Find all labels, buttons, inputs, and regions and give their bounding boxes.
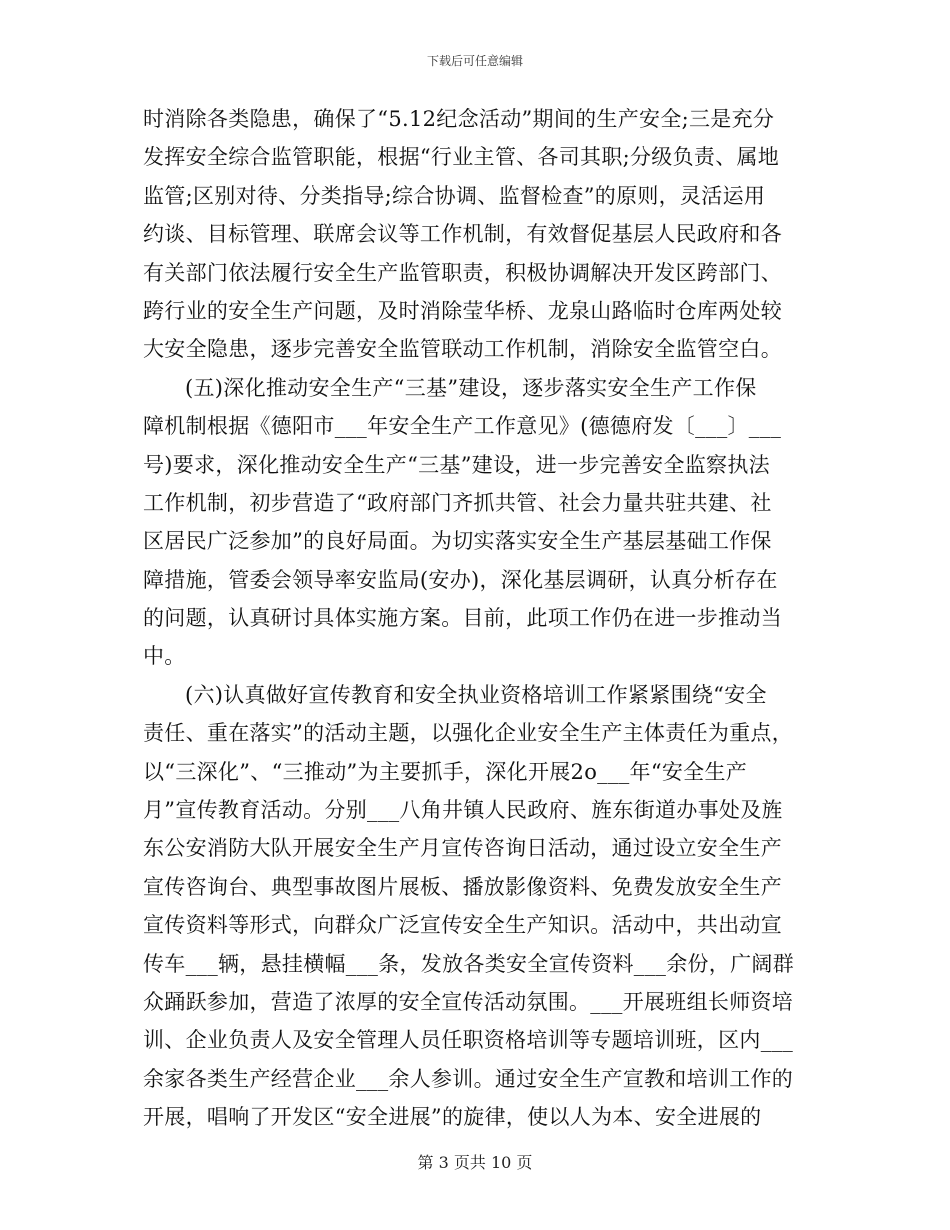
text-line: 余家各类生产经营企业___余人参训。通过安全生产宣教和培训工作的 [143,1066,794,1091]
text-line: 跨行业的安全生产问题，及时消除莹华桥、龙泉山路临时仓库两处较 [143,298,782,323]
text-line: 号)要求，深化推动安全生产“三基”建设，进一步完善安全监察执法 [143,452,770,477]
text-line: (六)认真做好宣传教育和安全执业资格培训工作紧紧围绕“安全 [185,682,767,707]
text-line: 以“三深化”、“三推动”为主要抓手，深化开展2o___年“安全生产 [143,759,748,784]
text-line: 宣传资料等形式，向群众广泛宣传安全生产知识。活动中，共出动宣 [143,913,782,938]
page-header: 下载后可任意编辑 [426,54,523,68]
text-line: 工作机制，初步营造了“政府部门齐抓共管、社会力量共驻共建、社 [143,490,772,515]
text-line: 传车___辆，悬挂横幅___条，发放各类安全宣传资料___余份，广阔群 [143,951,794,976]
text-line: 约谈、目标管理、联席会议等工作机制，有效督促基层人民政府和各 [143,222,782,247]
text-line: 障措施，管委会领导率安监局(安办)，深化基层调研，认真分析存在 [143,567,778,592]
text-line: 监管;区别对待、分类指导;综合协调、监督检查”的原则，灵活运用 [143,183,766,208]
text-line: 开展，唱响了开发区“安全进展”的旋律，使以人为本、安全进展的 [143,1105,762,1130]
text-line: 发挥安全综合监管职能，根据“行业主管、各司其职;分级负责、属地 [143,145,780,170]
text-line: 宣传咨询台、典型事故图片展板、播放影像资料、免费发放安全生产 [143,874,782,899]
document-body [143,100,807,1137]
text-line: 责任、重在落实”的活动主题，以强化企业安全生产主体责任为重点， [143,721,794,746]
text-line: 的问题，认真研讨具体实施方案。目前，此项工作仍在进一步推动当 [143,606,782,631]
paragraph [143,100,807,369]
text-line: 中。 [143,644,186,669]
text-line: 大安全隐患，逐步完善安全监管联动工作机制，消除安全监管空白。 [143,337,782,362]
text-line: (五)深化推动安全生产“三基”建设，逐步落实安全生产工作保 [185,375,757,400]
text-line: 东公安消防大队开展安全生产月宣传咨询日活动，通过设立安全生产 [143,836,782,861]
page-footer: 第 3 页共 10 页 [417,1153,533,1172]
text-line: 有关部门依法履行安全生产监管职责，积极协调解决开发区跨部门、 [143,260,782,285]
text-line: 区居民广泛参加”的良好局面。为切实落实安全生产基层基础工作保 [143,529,772,554]
text-line: 障机制根据《德阳市___年安全生产工作意见》(德德府发〔___〕___ [143,414,782,439]
text-line: 训、企业负责人及安全管理人员任职资格培训等专题培训班，区内___ [143,1028,794,1053]
text-line: 众踊跃参加，营造了浓厚的安全宣传活动氛围。___开展班组长师资培 [143,989,794,1014]
paragraph [143,369,807,676]
text-line: 时消除各类隐患，确保了“5.12纪念活动”期间的生产安全;三是充分 [143,107,775,131]
text-line: 月”宣传教育活动。分别___八角井镇人民政府、旌东街道办事处及旌 [143,798,783,823]
paragraph [143,676,807,1137]
